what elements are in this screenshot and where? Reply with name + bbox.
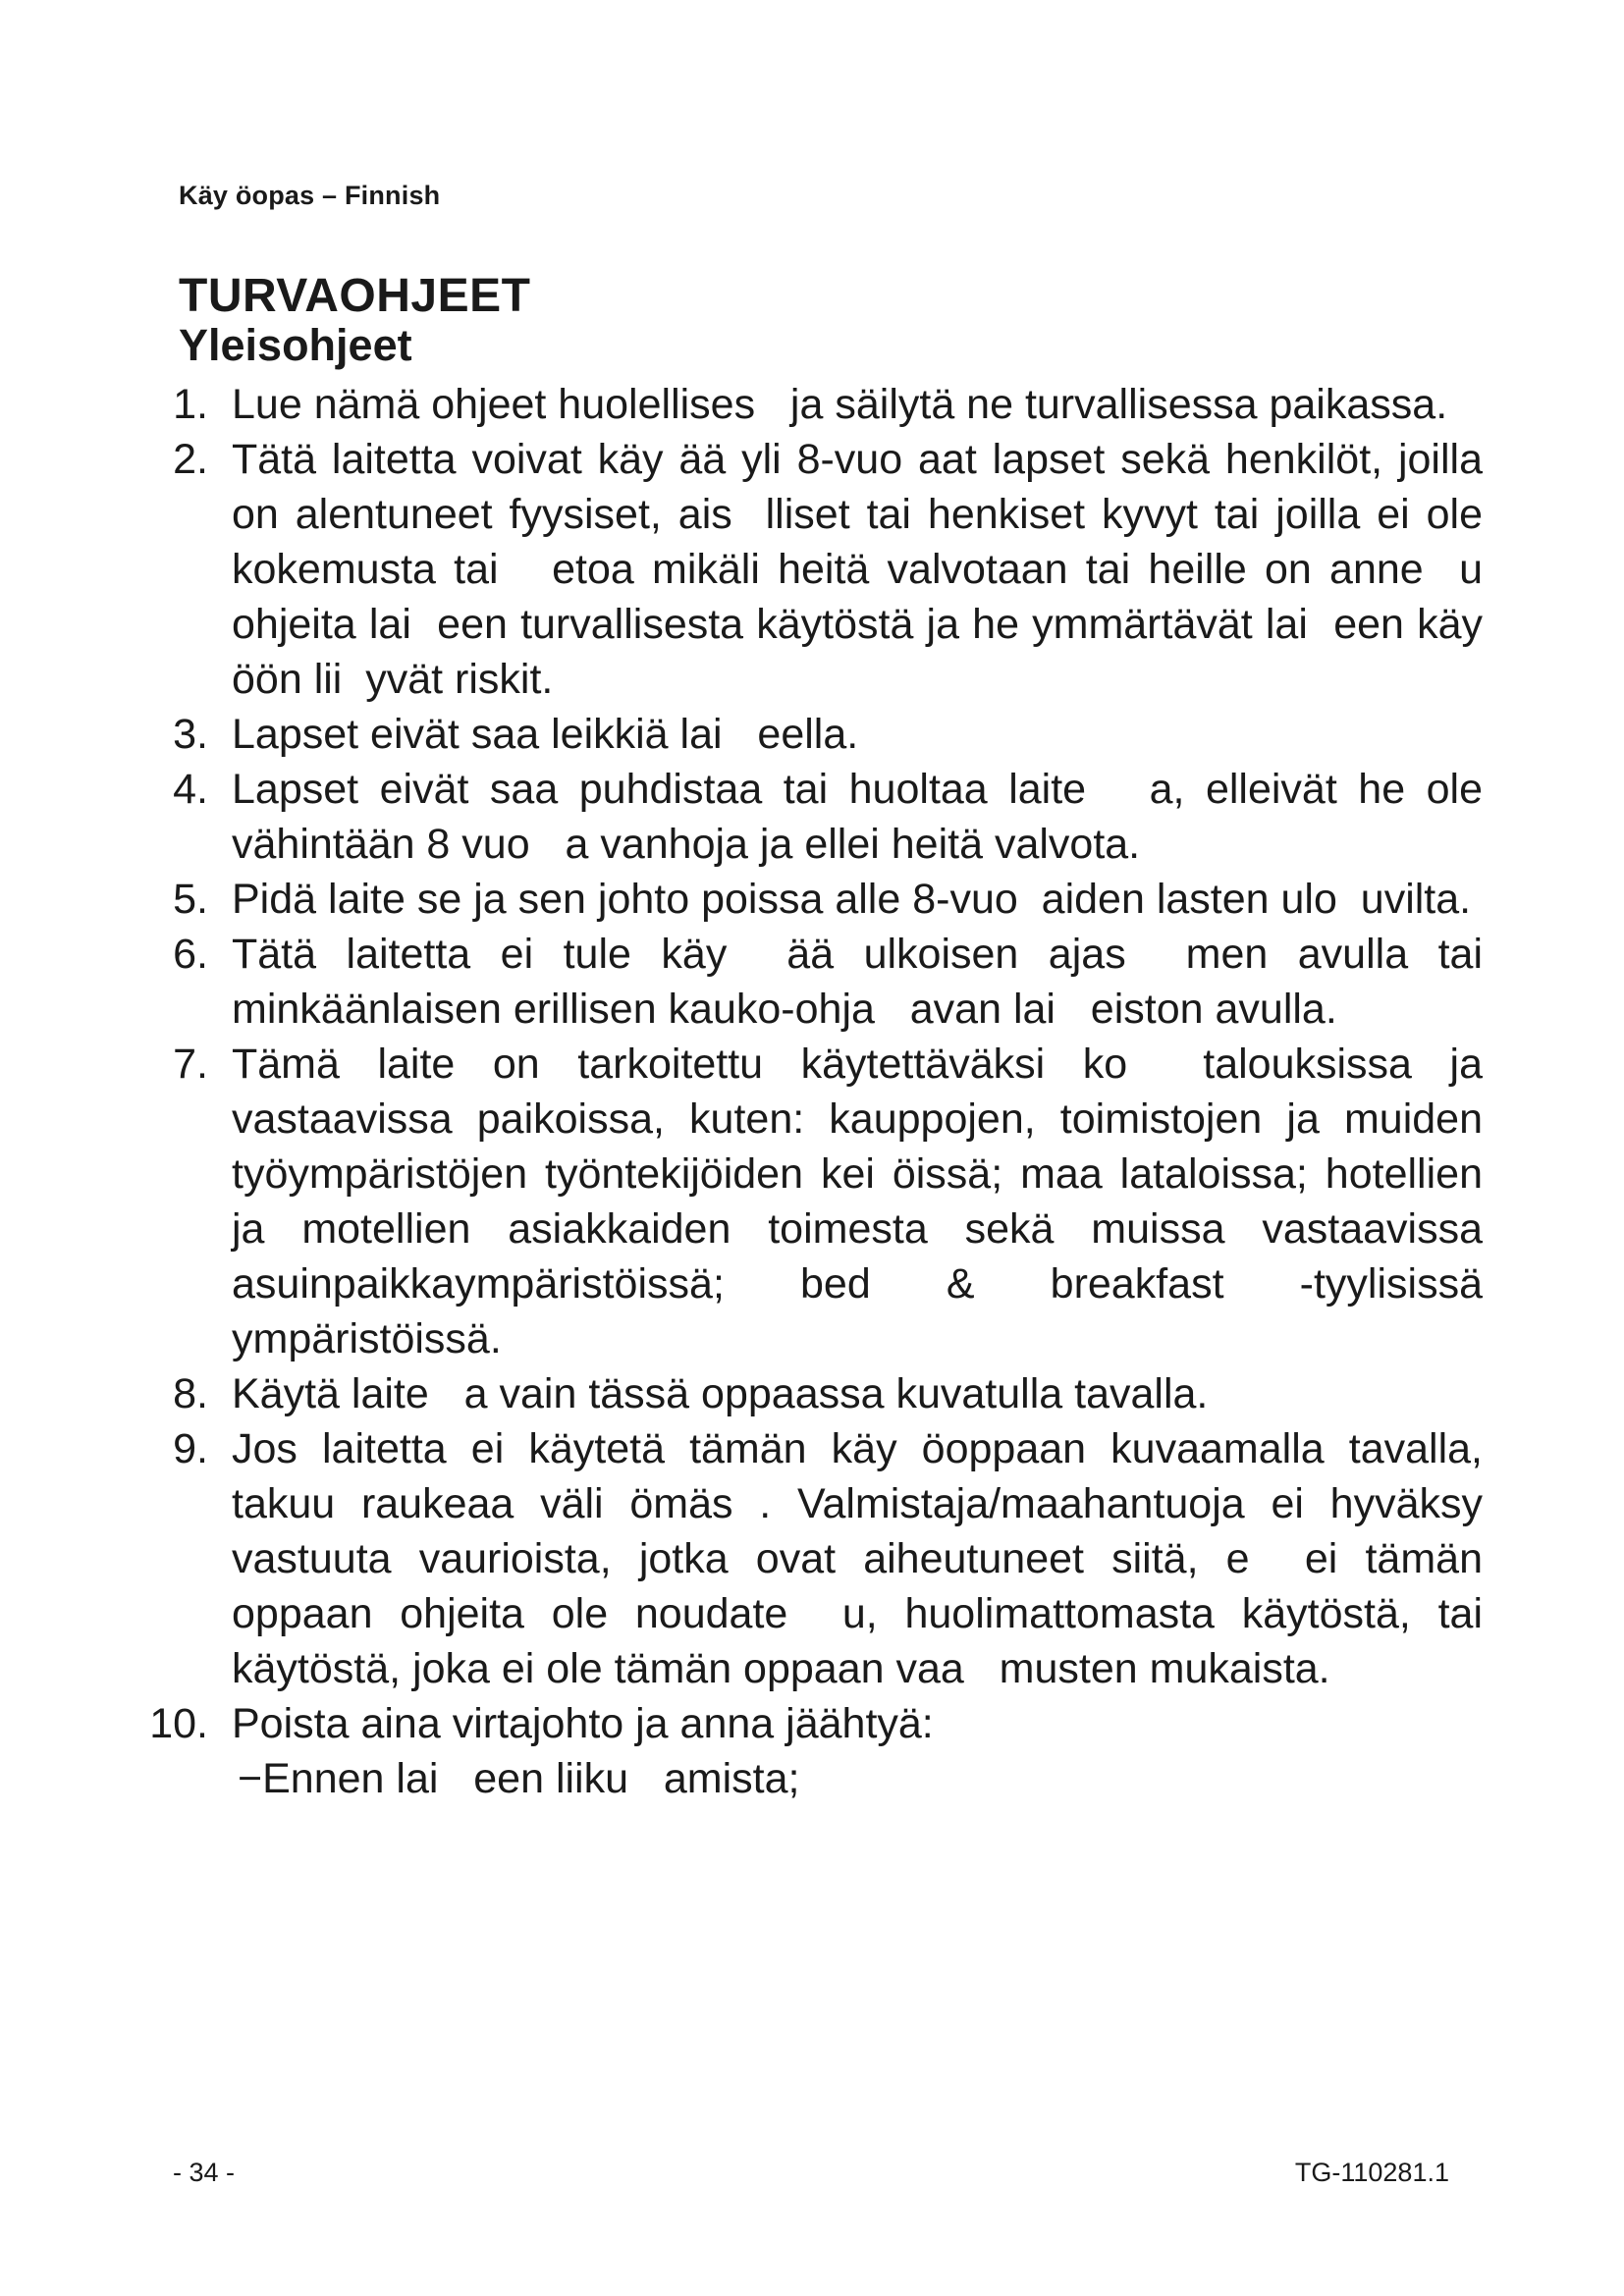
list-item-text: Poista aina virtajohto ja anna jäähtyä: [232, 1700, 934, 1747]
list-item-text: Tätä laitetta ei tule käy ää ulkoisen ajas men avulla tai minkäänlaisen erillisen kauko-ohja avan lai eiston avulla. [232, 931, 1494, 1033]
list-item [147, 927, 1494, 1037]
safety-instructions-list [147, 377, 1506, 1806]
list-item [147, 872, 1483, 927]
list-item-number: 3. [173, 711, 208, 758]
list-item-number: 10. [149, 1700, 208, 1747]
list-item [147, 707, 1483, 762]
list-item-text: Tämä laite on tarkoitettu käytettäväksi ko talouksissa ja vastaavissa paikoissa, kuten: kauppojen, toimistojen ja muiden työympäristöjen työntekijöiden kei öissä; maa lataloissa; hotellien ja motellien asiakkaiden toimesta sekä muissa vastaavissa asuinpaikkaympäristöissä; bed & breakfast -tyylisissä ympäristöissä. [232, 1041, 1494, 1362]
list-item [147, 762, 1494, 872]
section-title: TURVAOHJEET [179, 270, 531, 322]
list-item-number: 4. [173, 766, 208, 813]
list-item-number: 2. [173, 436, 208, 483]
list-item [147, 1366, 1483, 1421]
list-item [147, 377, 1483, 432]
subsection-title: Yleisohjeet [179, 320, 412, 370]
list-item [147, 432, 1506, 707]
list-item-number: 5. [173, 876, 208, 923]
list-item-number: 1. [173, 381, 208, 428]
list-item-number: 6. [173, 931, 208, 978]
list-item-text: Pidä laite se ja sen johto poissa alle 8-vuo aiden lasten ulo uvilta. [232, 876, 1472, 923]
list-item-text: Lue nämä ohjeet huolellises ja säilytä ne turvallisessa paikassa. [232, 381, 1448, 428]
list-item-number: 7. [173, 1041, 208, 1088]
list-item-text: Lapset eivät saa leikkiä lai eella. [232, 711, 859, 758]
running-header: Käy öopas – Finnish [179, 181, 441, 210]
document-code: TG-110281.1 [1294, 2158, 1449, 2187]
list-item-text: Lapset eivät saa puhdistaa tai huoltaa laite a, elleivät he ole vähintään 8 vuo a vanhoja ja ellei heitä valvota. [232, 766, 1494, 868]
list-item [147, 1421, 1494, 1696]
list-item-text: Jos laitetta ei käytetä tämän käy öoppaan kuvaamalla tavalla, takuu raukeaa väli ömäs . Valmistaja/maahantuoja ei hyväksy vastuuta vaurioista, jotka ovat aiheutuneet siitä, e ei tämän oppaan ohjeita ole noudate u, huolimattomasta käytöstä, tai käytöstä, joka ei ole tämän oppaan vaa musten mukaista. [232, 1425, 1494, 1692]
page-number: - 34 - [173, 2158, 236, 2187]
list-item [147, 1696, 1483, 1751]
list-item-text: Tätä laitetta voivat käy ää yli 8-vuo aat lapset sekä henkilöt, joilla on alentuneet fyysiset, ais lliset tai henkiset kyvyt tai joilla ei ole kokemusta tai etoa mikäli heitä valvotaan tai heille on anne u ohjeita lai een turvallisesta käytöstä ja he ymmärtävät lai een käy öön lii yvät riskit. [232, 436, 1506, 703]
list-item-number: 8. [173, 1370, 208, 1417]
list-item-text: Käytä laite a vain tässä oppaassa kuvatulla tavalla. [232, 1370, 1209, 1417]
list-item [147, 1037, 1494, 1366]
sub-list-item: −Ennen lai een liiku amista; [238, 1755, 800, 1802]
list-item-number: 9. [173, 1425, 208, 1472]
